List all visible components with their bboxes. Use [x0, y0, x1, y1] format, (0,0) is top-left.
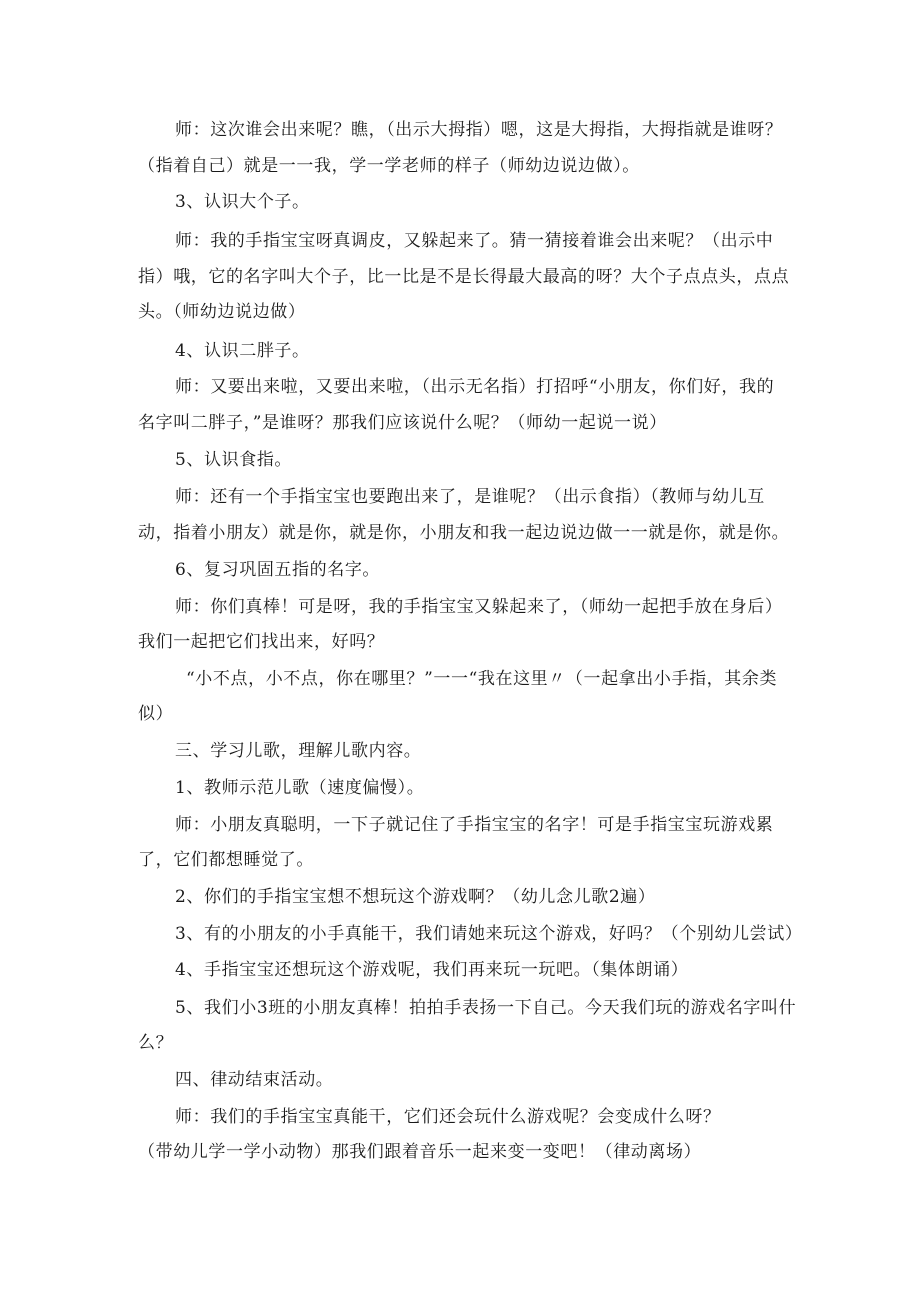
- section-heading: 1、教师示范儿歌（速度偏慢）。: [175, 778, 425, 798]
- text-line: 名字叫二胖子，”是谁呀？那我们应该说什么呢？（师幼一起说一说）: [138, 413, 667, 433]
- section-heading: 3、认识大个子。: [175, 192, 310, 212]
- section-heading: 4、认识二胖子。: [175, 341, 310, 361]
- text-line: （指着自己）就是一一我，学一学老师的样子（师幼边说边做）。: [138, 156, 640, 176]
- text-line: 师：又要出来啦，又要出来啦，（出示无名指）打招呼“小朋友，你们好，我的: [175, 377, 775, 397]
- text-line: 头。（师幼边说边做）: [138, 302, 306, 322]
- section-heading: 6、复习巩固五指的名字。: [175, 560, 381, 580]
- text-line: 5、我们小3班的小朋友真棒！拍拍手表扬一下自己。今天我们玩的游戏名字叫什: [175, 998, 797, 1018]
- text-line: 师：小朋友真聪明，一下子就记住了手指宝宝的名字！可是手指宝宝玩游戏累: [175, 815, 774, 835]
- text-line: 4、手指宝宝还想玩这个游戏呢，我们再来玩一玩吧。（集体朗诵）: [175, 960, 689, 980]
- text-line: 了，它们都想睡觉了。: [138, 850, 314, 870]
- text-line: 3、有的小朋友的小手真能干，我们请她来玩这个游戏，好吗？（个别幼儿尝试）: [175, 924, 803, 944]
- text-line: 师：还有一个手指宝宝也要跑出来了，是谁呢？（出示食指）（教师与幼儿互: [175, 487, 765, 507]
- text-line: 指）哦，它的名字叫大个子，比一比是不是长得最大最高的呀？大个子点点头，点点: [138, 267, 790, 287]
- text-line: 师：你们真棒！可是呀，我的手指宝宝又躲起来了，（师幼一起把手放在身后）: [175, 597, 783, 617]
- text-line: “小不点，小不点，你在哪里？”一一“我在这里〃（一起拿出小手指，其余类: [186, 669, 778, 689]
- text-line: 动，指着小朋友）就是你，就是你，小朋友和我一起边说边做一一就是你，就是你。: [138, 523, 790, 543]
- section-heading: 四、律动结束活动。: [175, 1070, 334, 1090]
- text-line: 么？: [138, 1033, 174, 1053]
- text-line: 师：这次谁会出来呢？瞧，（出示大拇指）嗯，这是大拇指，大拇指就是谁呀？: [175, 120, 783, 140]
- text-line: 似）: [138, 704, 174, 724]
- section-heading: 5、认识食指。: [175, 450, 293, 470]
- text-line: 2、你们的手指宝宝想不想玩这个游戏啊？（幼儿念儿歌2遍）: [175, 887, 656, 907]
- text-line: （带幼儿学一学小动物）那我们跟着音乐一起来变一变吧！（律动离场）: [138, 1142, 702, 1162]
- section-heading: 三、学习儿歌，理解儿歌内容。: [175, 741, 422, 761]
- text-line: 师：我们的手指宝宝真能干，它们还会玩什么游戏呢？会变成什么呀？: [175, 1107, 721, 1127]
- text-line: 师：我的手指宝宝呀真调皮，又躲起来了。猜一猜接着谁会出来呢？（出示中: [175, 231, 774, 251]
- text-line: 我们一起把它们找出来，好吗？: [138, 632, 385, 652]
